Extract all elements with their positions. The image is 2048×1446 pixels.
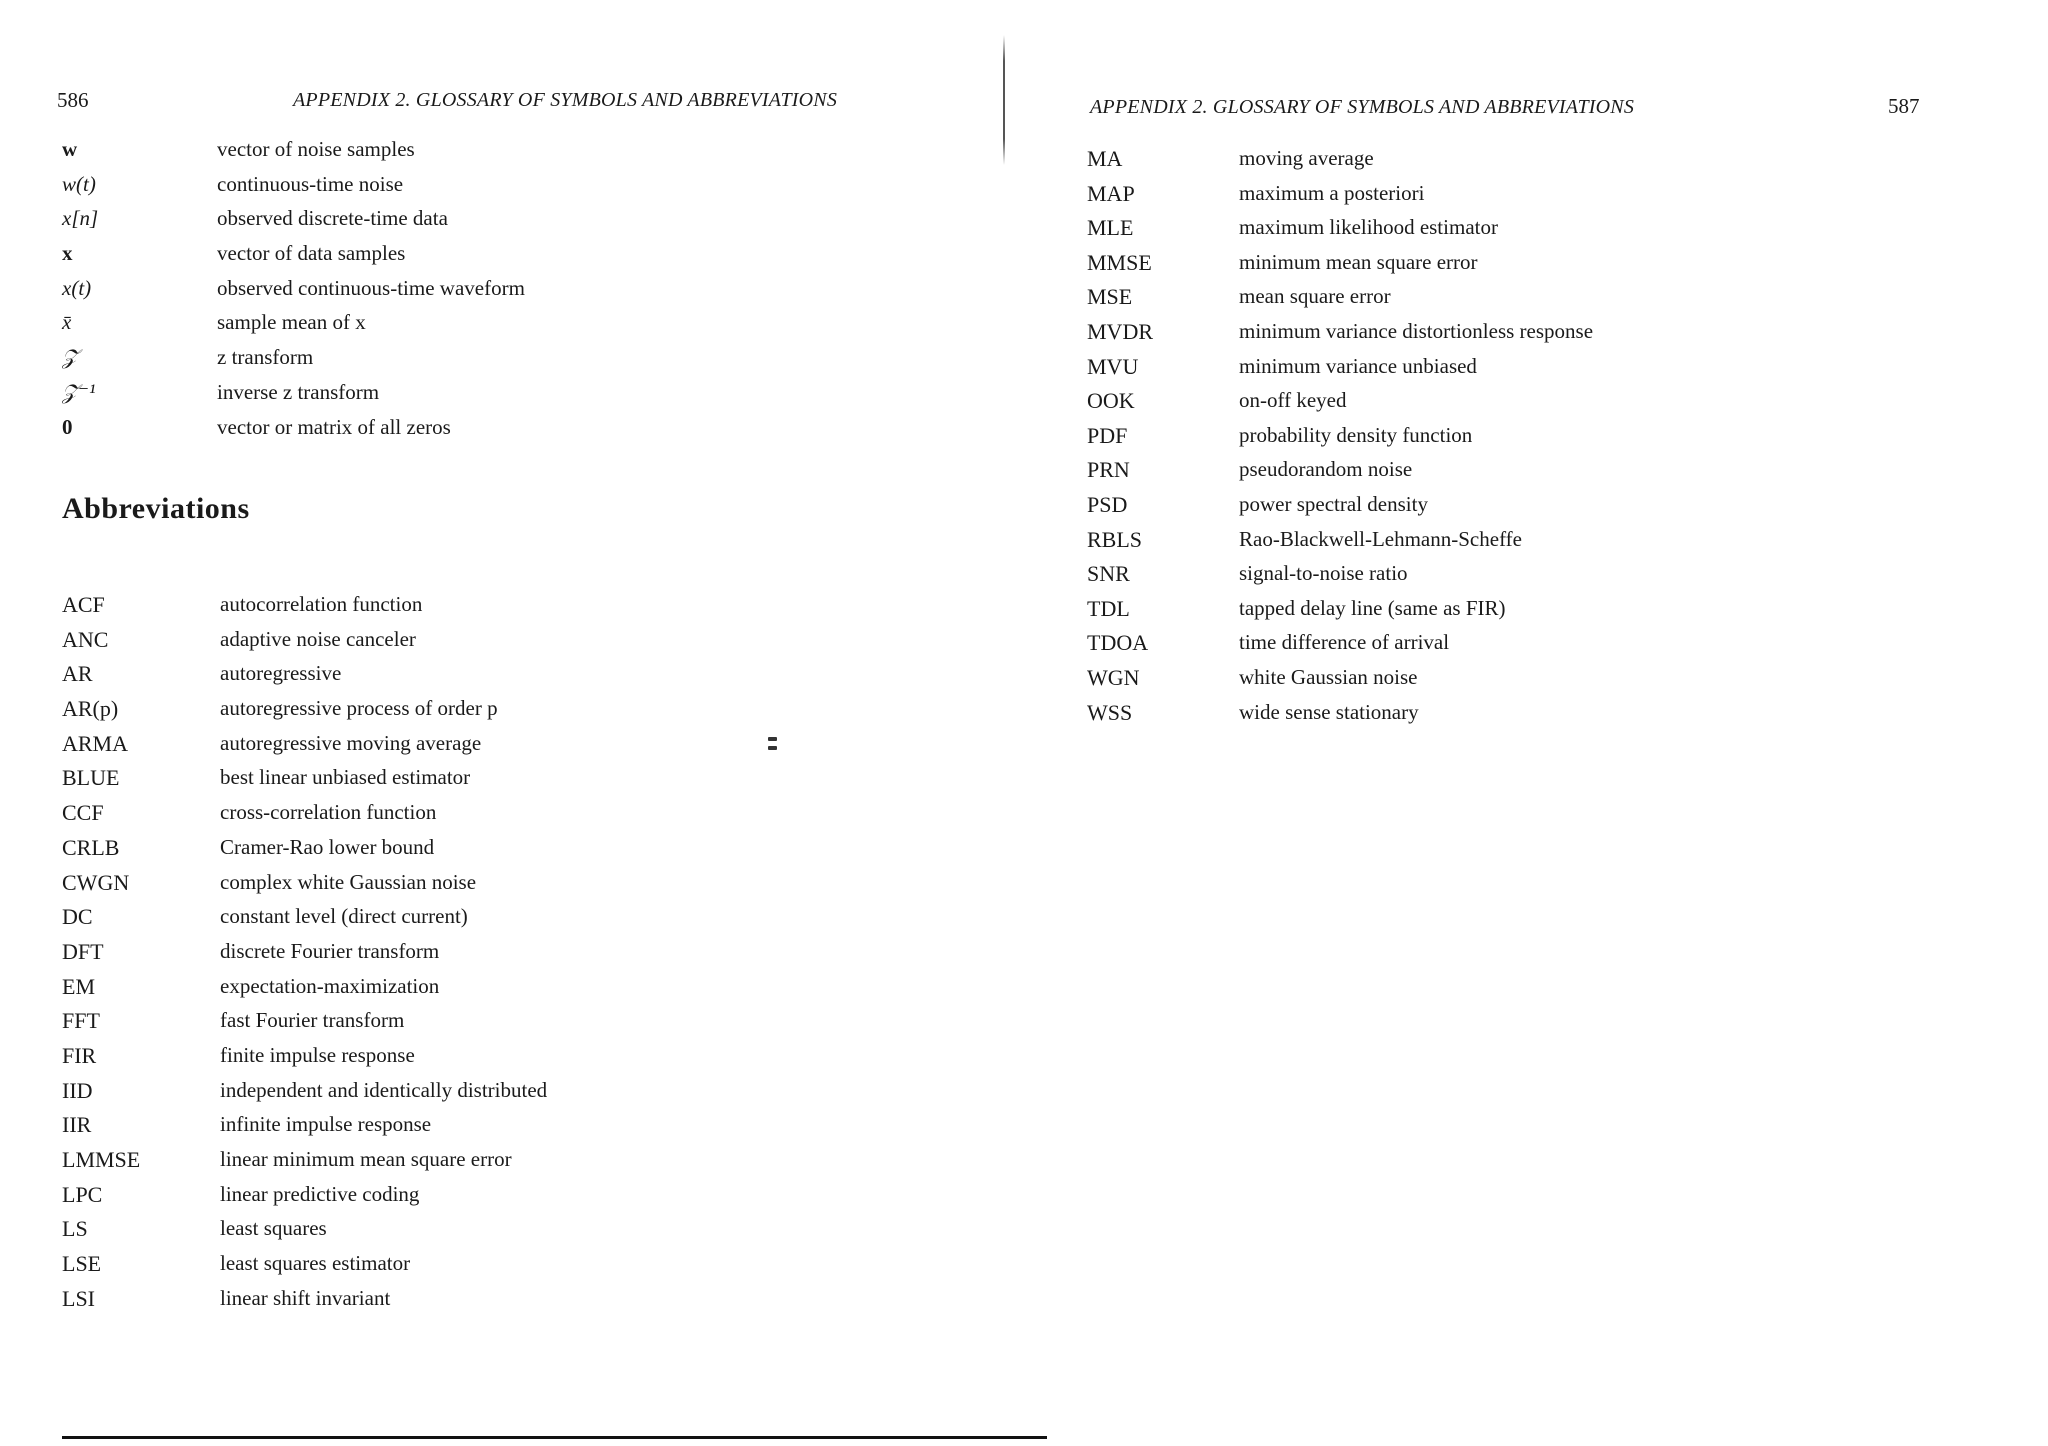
entry-definition: expectation-maximization: [220, 973, 440, 998]
entry-term: LSE: [62, 1251, 102, 1277]
entry-term: FFT: [62, 1008, 100, 1034]
entry-term: LPC: [62, 1181, 103, 1207]
entry-definition: finite impulse response: [220, 1042, 415, 1067]
page-number-right: 587: [1888, 94, 1920, 118]
entry-definition: autoregressive: [220, 661, 342, 686]
entry-definition: tapped delay line (same as FIR): [1239, 595, 1506, 620]
entry-term: IIR: [62, 1112, 92, 1138]
entry-term: WGN: [1087, 664, 1140, 690]
entry-definition: maximum a posteriori: [1239, 180, 1425, 205]
entry-definition: z transform: [217, 345, 314, 370]
entry-term: WSS: [1087, 699, 1133, 725]
entry-term: 𝒵⁻¹: [62, 379, 96, 404]
entry-definition: linear shift invariant: [220, 1285, 391, 1310]
entry-term: 𝒵: [62, 345, 78, 370]
entry-definition: adaptive noise canceler: [220, 626, 416, 651]
entry-definition: wide sense stationary: [1239, 699, 1419, 724]
entry-definition: complex white Gaussian noise: [220, 869, 477, 894]
entry-term: MMSE: [1087, 249, 1152, 275]
entry-definition: minimum variance unbiased: [1239, 353, 1477, 378]
entry-definition: continuous-time noise: [217, 171, 404, 196]
entry-definition: vector or matrix of all zeros: [217, 414, 451, 439]
entry-definition: linear predictive coding: [220, 1181, 420, 1206]
entry-definition: linear minimum mean square error: [220, 1147, 512, 1171]
entry-definition: power spectral density: [1239, 491, 1428, 516]
entry-definition: minimum mean square error: [1239, 249, 1478, 274]
entry-definition: independent and identically distributed: [220, 1077, 548, 1102]
entry-term: EM: [62, 973, 95, 999]
entry-term: MAP: [1087, 180, 1135, 206]
entry-term: ACF: [62, 592, 105, 617]
entry-definition: discrete Fourier transform: [220, 938, 440, 963]
entry-term: x: [62, 241, 73, 266]
entry-term: TDL: [1087, 595, 1130, 621]
entry-term: PRN: [1087, 457, 1130, 483]
entry-term: LS: [62, 1216, 88, 1242]
entry-definition: vector of data samples: [217, 241, 406, 266]
entry-term: w(t): [62, 171, 96, 196]
entry-definition: autoregressive moving average: [220, 730, 482, 755]
entry-term: ANC: [62, 626, 109, 652]
page-number-left: 586: [57, 88, 89, 112]
entry-term: TDOA: [1087, 630, 1149, 656]
entry-definition: sample mean of x: [217, 310, 366, 335]
section-heading-abbreviations: Abbreviations: [62, 492, 250, 525]
entry-term: x̄: [62, 310, 72, 335]
entry-definition: infinite impulse response: [220, 1112, 432, 1137]
entry-term: CCF: [62, 800, 104, 826]
entry-definition: constant level (direct current): [220, 904, 468, 929]
entry-definition: on-off keyed: [1239, 388, 1347, 413]
entry-definition: least squares estimator: [220, 1251, 411, 1276]
entry-definition: vector of noise samples: [217, 137, 415, 161]
entry-definition: probability density function: [1239, 422, 1473, 447]
entry-definition: best linear unbiased estimator: [220, 765, 471, 790]
entry-term: RBLS: [1087, 526, 1143, 552]
entry-term: LSI: [62, 1285, 95, 1311]
entry-definition: observed discrete-time data: [217, 206, 448, 231]
entry-term: AR: [62, 661, 93, 687]
entry-term: DFT: [62, 938, 104, 964]
entry-term: x(t): [62, 275, 92, 300]
entry-definition: pseudorandom noise: [1239, 457, 1413, 482]
entry-definition: fast Fourier transform: [220, 1008, 405, 1033]
entry-term: IID: [62, 1077, 93, 1103]
entry-definition: observed continuous-time waveform: [217, 275, 525, 300]
entry-term: MLE: [1087, 215, 1134, 241]
entry-term: LMMSE: [62, 1147, 141, 1172]
scan-smudge: [768, 737, 777, 757]
entry-definition: least squares: [220, 1216, 327, 1241]
entry-term: PSD: [1087, 491, 1128, 517]
left-page: [0, 0, 1010, 1446]
entry-term: ARMA: [62, 730, 129, 756]
entry-definition: autoregressive process of order p: [220, 696, 498, 721]
entry-definition: mean square error: [1239, 284, 1391, 309]
entry-definition: cross-correlation function: [220, 800, 437, 825]
entry-definition: white Gaussian noise: [1239, 664, 1418, 689]
entry-term: CRLB: [62, 834, 120, 860]
entry-term: x[n]: [62, 206, 99, 231]
entry-definition: signal-to-noise ratio: [1239, 561, 1408, 586]
entry-term: FIR: [62, 1042, 97, 1068]
entry-definition: autocorrelation function: [220, 592, 423, 616]
entry-term: MSE: [1087, 284, 1133, 310]
entry-term: MVU: [1087, 353, 1139, 379]
entry-term: DC: [62, 904, 93, 930]
entry-term: MA: [1087, 146, 1123, 171]
entry-definition: moving average: [1239, 146, 1374, 170]
gutter-line: [1003, 35, 1005, 165]
entry-definition: inverse z transform: [217, 379, 380, 404]
entry-term: SNR: [1087, 561, 1130, 587]
entry-term: MVDR: [1087, 318, 1154, 344]
entry-term: 0: [62, 414, 73, 439]
entry-definition: Cramer-Rao lower bound: [220, 834, 435, 859]
entry-term: CWGN: [62, 869, 130, 895]
entry-definition: maximum likelihood estimator: [1239, 215, 1498, 240]
entry-definition: time difference of arrival: [1239, 630, 1450, 655]
entry-term: OOK: [1087, 388, 1135, 414]
right-page: [1010, 0, 2048, 1446]
running-head-right: APPENDIX 2. GLOSSARY OF SYMBOLS AND ABBREVIATIONS: [1090, 96, 1635, 118]
entry-term: PDF: [1087, 422, 1128, 448]
running-head-left: APPENDIX 2. GLOSSARY OF SYMBOLS AND ABBREVIATIONS: [293, 89, 838, 111]
bottom-rule: [62, 1436, 1047, 1439]
entry-term: BLUE: [62, 765, 120, 791]
entry-term: AR(p): [62, 696, 119, 722]
entry-term: w: [62, 137, 78, 161]
entry-definition: minimum variance distortionless response: [1239, 318, 1594, 343]
entry-definition: Rao-Blackwell-Lehmann-Scheffe: [1239, 526, 1522, 551]
